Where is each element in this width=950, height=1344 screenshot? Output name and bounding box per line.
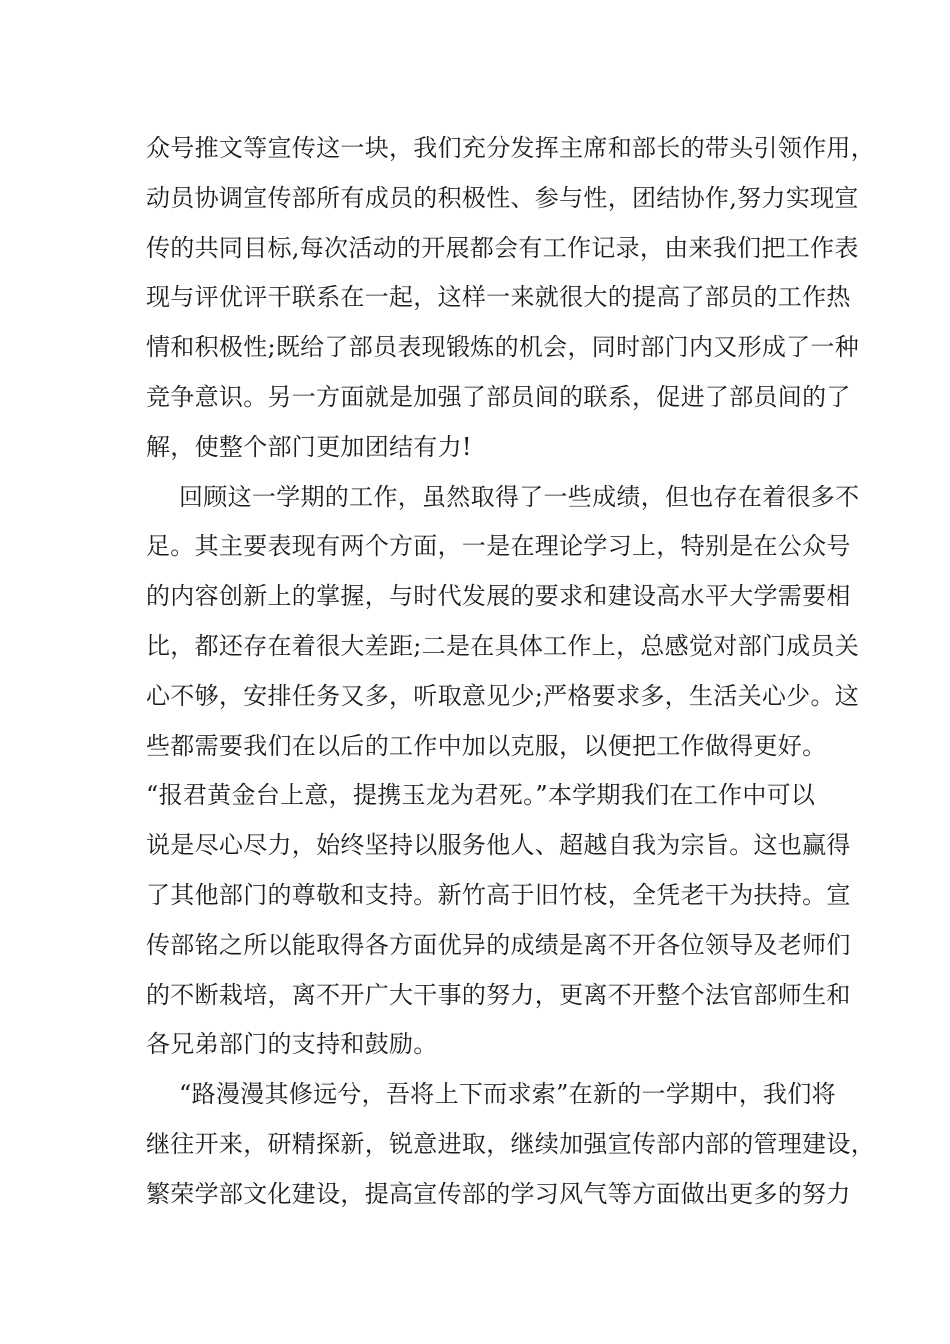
text-line: 继往开来，研精探新，锐意进取，继续加强宣传部内部的管理建设，: [146, 1129, 875, 1158]
text-line: “路漫漫其修远兮，吾将上下而求索”在新的一学期中，我们将: [179, 1080, 836, 1109]
text-line: 动员协调宣传部所有成员的积极性、参与性，团结协作,努力实现宣: [146, 183, 859, 212]
text-line: 些都需要我们在以后的工作中加以克服，以便把工作做得更好。: [146, 731, 827, 760]
text-line: 的内容创新上的掌握，与时代发展的要求和建设高水平大学需要相: [146, 582, 851, 611]
text-line: 传的共同目标,每次活动的开展都会有工作记录，由来我们把工作表: [146, 233, 859, 262]
text-line: “报君黄金台上意，提携玉龙为君死。”本学期我们在工作中可以: [146, 781, 816, 810]
text-line: 心不够，安排任务又多，听取意见少;严格要求多，生活关心少。这: [146, 681, 860, 710]
text-line: 各兄弟部门的支持和鼓励。: [146, 1030, 438, 1059]
document-page: [146, 124, 875, 1220]
text-line: 说是尽心尽力，始终坚持以服务他人、超越自我为宗旨。这也赢得: [146, 831, 851, 860]
text-line: 回顾这一学期的工作，虽然取得了一些成绩，但也存在着很多不: [179, 482, 860, 511]
text-line: 众号推文等宣传这一块，我们充分发挥主席和部长的带头引领作用，: [146, 134, 875, 162]
text-line: 传部铭之所以能取得各方面优异的成绩是离不开各位领导及老师们: [146, 930, 851, 959]
text-line: 繁荣学部文化建设，提高宣传部的学习风气等方面做出更多的努力: [146, 1179, 851, 1208]
text-line: 足。其主要表现有两个方面，一是在理论学习上，特别是在公众号: [146, 532, 851, 561]
text-line: 的不断栽培，离不开广大干事的努力，更离不开整个法官部师生和: [146, 980, 851, 1009]
text-line: 情和积极性;既给了部员表现锻炼的机会，同时部门内又形成了一种: [146, 333, 860, 362]
text-line: 了其他部门的尊敬和支持。新竹高于旧竹枝，全凭老干为扶持。宣: [146, 880, 851, 909]
text-line: 竞争意识。另一方面就是加强了部员间的联系，促进了部员间的了: [146, 382, 851, 411]
text-line: 现与评优评干联系在一起，这样一来就很大的提高了部员的工作热: [146, 283, 851, 312]
text-line: 解，使整个部门更加团结有力!: [146, 432, 472, 461]
text-line: 比，都还存在着很大差距;二是在具体工作上，总感觉对部门成员关: [146, 631, 860, 660]
